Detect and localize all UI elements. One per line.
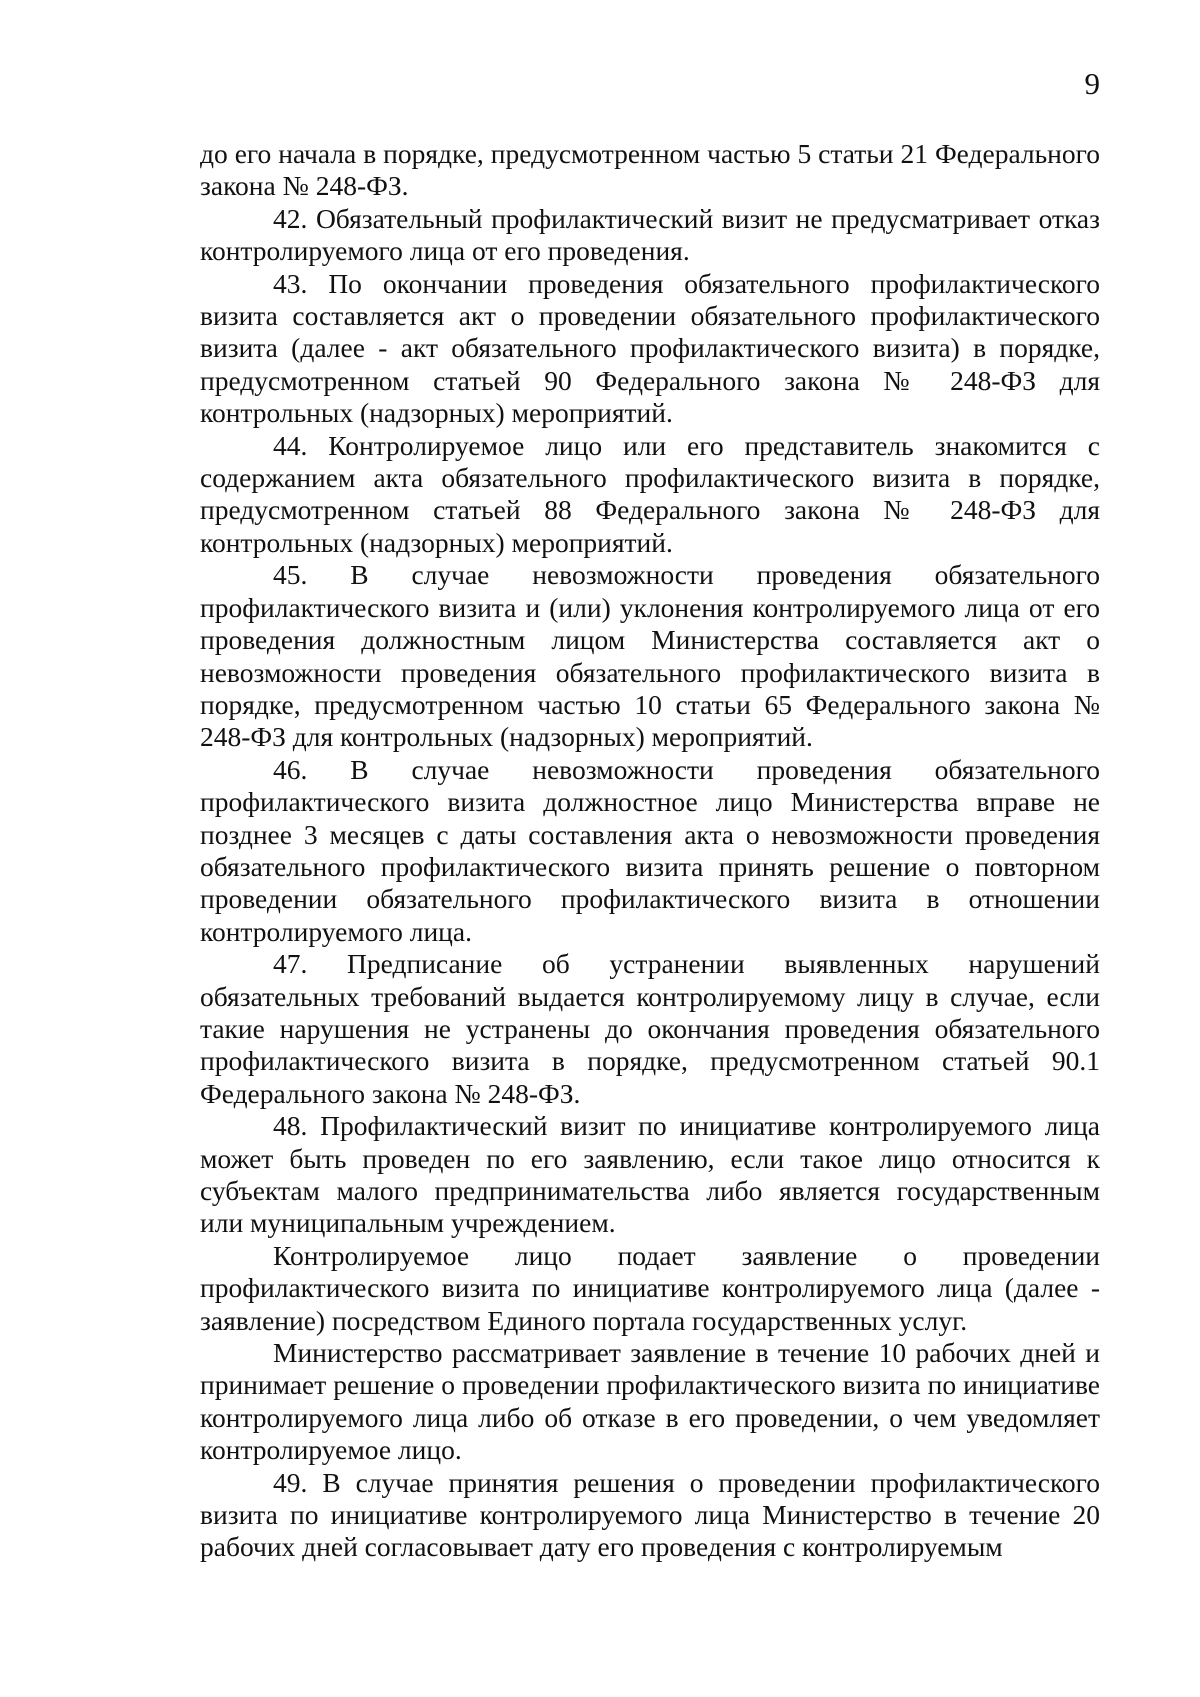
paragraph: до его начала в порядке, предусмотренном частью 5 статьи 21 Федерального закона № 248-ФЗ. [200, 138, 1100, 202]
paragraph: 48. Профилактический визит по инициативе контролируемого лица может быть проведен по его заявлению, если такое лицо относится к субъектам малого предпринимательства либо является государственным или муниципальным учреждением. [200, 1110, 1100, 1239]
paragraph: 44. Контролируемое лицо или его представитель знакомится с содержанием акта обязательного профилактического визита в порядке, предусмотренном статьей 88 Федерального закона № 248-ФЗ для контрольных (надзорных) мероприятий. [200, 429, 1100, 558]
paragraph: 49. В случае принятия решения о проведении профилактического визита по инициативе контролируемого лица Министерство в течение 20 рабочих дней согласовывает дату его проведения с контролируемым [200, 1466, 1100, 1563]
paragraph: Контролируемое лицо подает заявление о проведении профилактического визита по инициативе контролируемого лица (далее - заявление) посредством Единого портала государственных услуг. [200, 1239, 1100, 1336]
document-body [200, 138, 1100, 1564]
page-number: 9 [1084, 66, 1100, 101]
paragraph: 46. В случае невозможности проведения обязательного профилактического визита должностное лицо Министерства вправе не позднее 3 месяцев с даты составления акта о невозможности проведения обязательного профилактического визита принять решение о повторном проведении обязательного профилактического визита в отношении контролируемого лица. [200, 753, 1100, 947]
paragraph: 47. Предписание об устранении выявленных нарушений обязательных требований выдается контролируемому лицу в случае, если такие нарушения не устранены до окончания проведения обязательного профилактического визита в порядке, предусмотренном статьей 90.1 Федерального закона № 248-ФЗ. [200, 948, 1100, 1109]
paragraph: Министерство рассматривает заявление в течение 10 рабочих дней и принимает решение о проведении профилактического визита по инициативе контролируемого лица либо об отказе в его проведении, о чем уведомляет контролируемое лицо. [200, 1337, 1100, 1466]
paragraph: 45. В случае невозможности проведения обязательного профилактического визита и (или) уклонения контролируемого лица от его проведения должностным лицом Министерства составляется акт о невозможности проведения обязательного профилактического визита в порядке, предусмотренном частью 10 статьи 65 Федерального закона № 248-ФЗ для контрольных (надзорных) мероприятий. [200, 559, 1100, 753]
paragraph: 43. По окончании проведения обязательного профилактического визита составляется акт о проведении обязательного профилактического визита (далее - акт обязательного профилактического визита) в порядке, предусмотренном статьей 90 Федерального закона № 248-ФЗ для контрольных (надзорных) мероприятий. [200, 267, 1100, 429]
paragraph: 42. Обязательный профилактический визит не предусматривает отказ контролируемого лица от его проведения. [200, 202, 1100, 267]
